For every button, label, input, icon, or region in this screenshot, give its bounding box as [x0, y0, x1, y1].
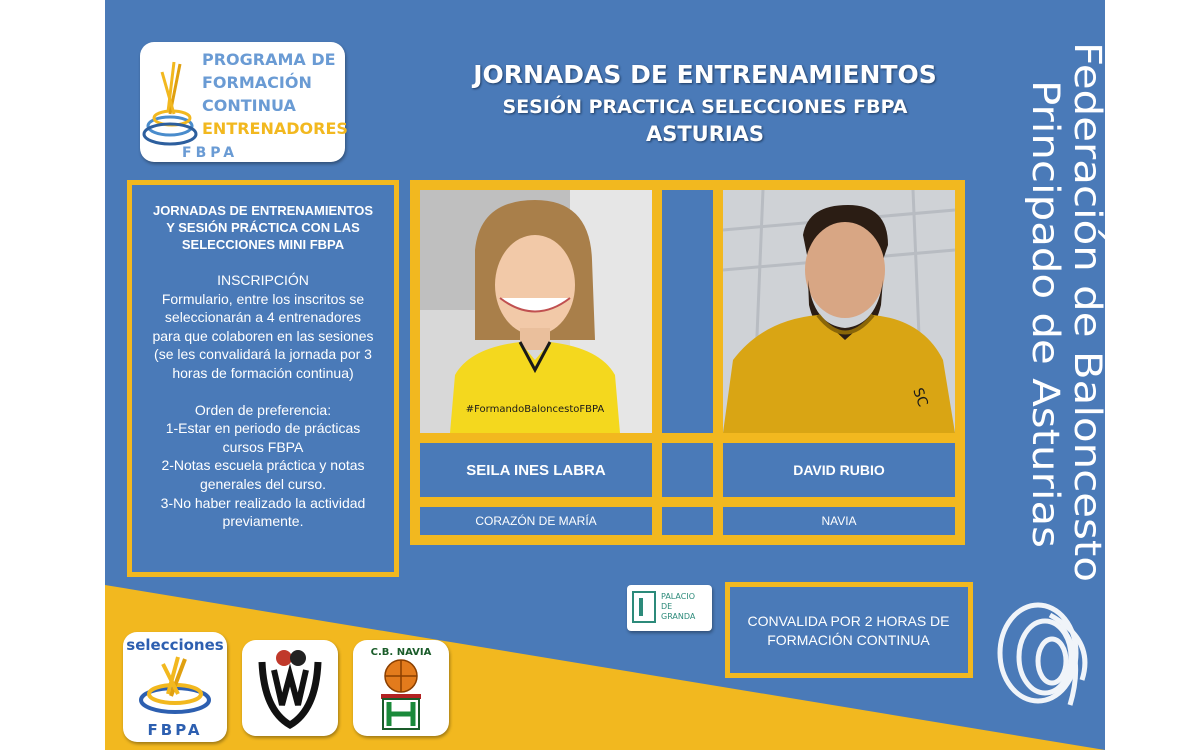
title-line-2: SESIÓN PRACTICA SELECCIONES FBPA [502, 96, 908, 118]
info-heading-line3: SELECCIONES MINI FBPA [181, 237, 345, 252]
selecciones-logo-brand: FBPA [147, 721, 203, 739]
preference-line2: cursos FBPA [222, 438, 304, 455]
coach-1-photo [420, 190, 652, 433]
venue-line3: GRANDA [661, 612, 696, 621]
preference-line1: 1-Estar en periodo de prácticas [165, 420, 361, 437]
venue-line1: PALACIO [661, 592, 695, 601]
program-logo-line2: FORMACIÓN [202, 73, 312, 92]
preference-line3: 2-Notas escuela práctica y notas [161, 457, 365, 474]
grid-spacer-top [662, 190, 713, 433]
preference-title: Orden de preferencia: [194, 401, 332, 418]
program-logo-line3: CONTINUA [202, 96, 296, 115]
federation-vertical-text [1024, 40, 1109, 585]
venue-line2: DE [661, 602, 673, 611]
grid-spacer-bottom [662, 507, 713, 535]
title-line-3: ASTURIAS [645, 122, 765, 146]
inscription-line1: Formulario, entre los inscritos se [161, 290, 365, 307]
program-logo-brand: FBPA [182, 145, 239, 161]
coach-2-photo [723, 190, 955, 433]
coach-2-name: DAVID RUBIO [723, 443, 955, 497]
basketball-swirl-logo-icon [140, 42, 348, 162]
federation-swirl-logo-icon [990, 595, 1090, 710]
preference-line5: 3-No haber realizado la actividad [160, 494, 366, 511]
convalida-text [730, 612, 967, 650]
inscription-line3: para que colaboren en las sesiones [152, 327, 374, 344]
federation-line1: Federación de Baloncesto [1066, 42, 1109, 519]
selecciones-fbpa-logo-icon [123, 632, 227, 742]
coach-1-club: CORAZÓN DE MARÍA [420, 507, 652, 535]
title-line-1: JORNADAS DE ENTRENAMIENTOS [473, 60, 937, 89]
coaches-grid [410, 180, 965, 545]
navia-logo-text: C.B. NAVIA [370, 647, 432, 658]
palacio-granda-logo-icon [627, 585, 712, 631]
program-logo-line1: PROGRAMA DE [202, 50, 336, 69]
convalida-line1: CONVALIDA POR 2 HORAS DE [747, 613, 950, 629]
coach-1-portrait-image [420, 190, 652, 433]
program-logo-card [140, 42, 348, 162]
venue-logo-card [627, 585, 712, 631]
info-heading-line1: JORNADAS DE ENTRENAMIENTOS [152, 203, 374, 218]
inscription-line5: horas de formación continua) [172, 364, 354, 381]
federation-line2: Principado de Asturias [1024, 80, 1067, 494]
inscription-line2: seleccionarán a 4 entrenadores [164, 309, 362, 326]
info-heading-line2: Y SESIÓN PRÁCTICA CON LAS [166, 220, 360, 235]
preference-line6: previamente. [222, 513, 304, 530]
inscription-line4: (se les convalidará la jornada por 3 [154, 346, 372, 363]
coach-1-name: SEILA INES LABRA [420, 443, 652, 497]
coach-2-club: NAVIA [723, 507, 955, 535]
navia-logo-card [353, 640, 449, 736]
corazon-de-maria-crest-icon [242, 640, 338, 736]
info-panel-text [135, 202, 391, 531]
program-logo-line4: ENTRENADORES [202, 119, 348, 138]
selecciones-logo-text: selecciones [126, 636, 224, 654]
poster-slide [105, 0, 1109, 750]
coach-1-shirt-text: #FormandoBaloncestoFBPA [465, 404, 605, 415]
inscription-title: INSCRIPCIÓN [217, 272, 309, 288]
coach-2-shirt-text: SC [909, 385, 931, 409]
convalida-line2: FORMACIÓN CONTINUA [767, 632, 930, 648]
club-crest-card [242, 640, 338, 736]
preference-line4: generales del curso. [199, 475, 327, 492]
selecciones-logo-card [123, 632, 227, 742]
coach-2-portrait-image [723, 190, 955, 433]
grid-spacer-middle [662, 443, 713, 497]
cb-navia-logo-icon [353, 640, 449, 736]
